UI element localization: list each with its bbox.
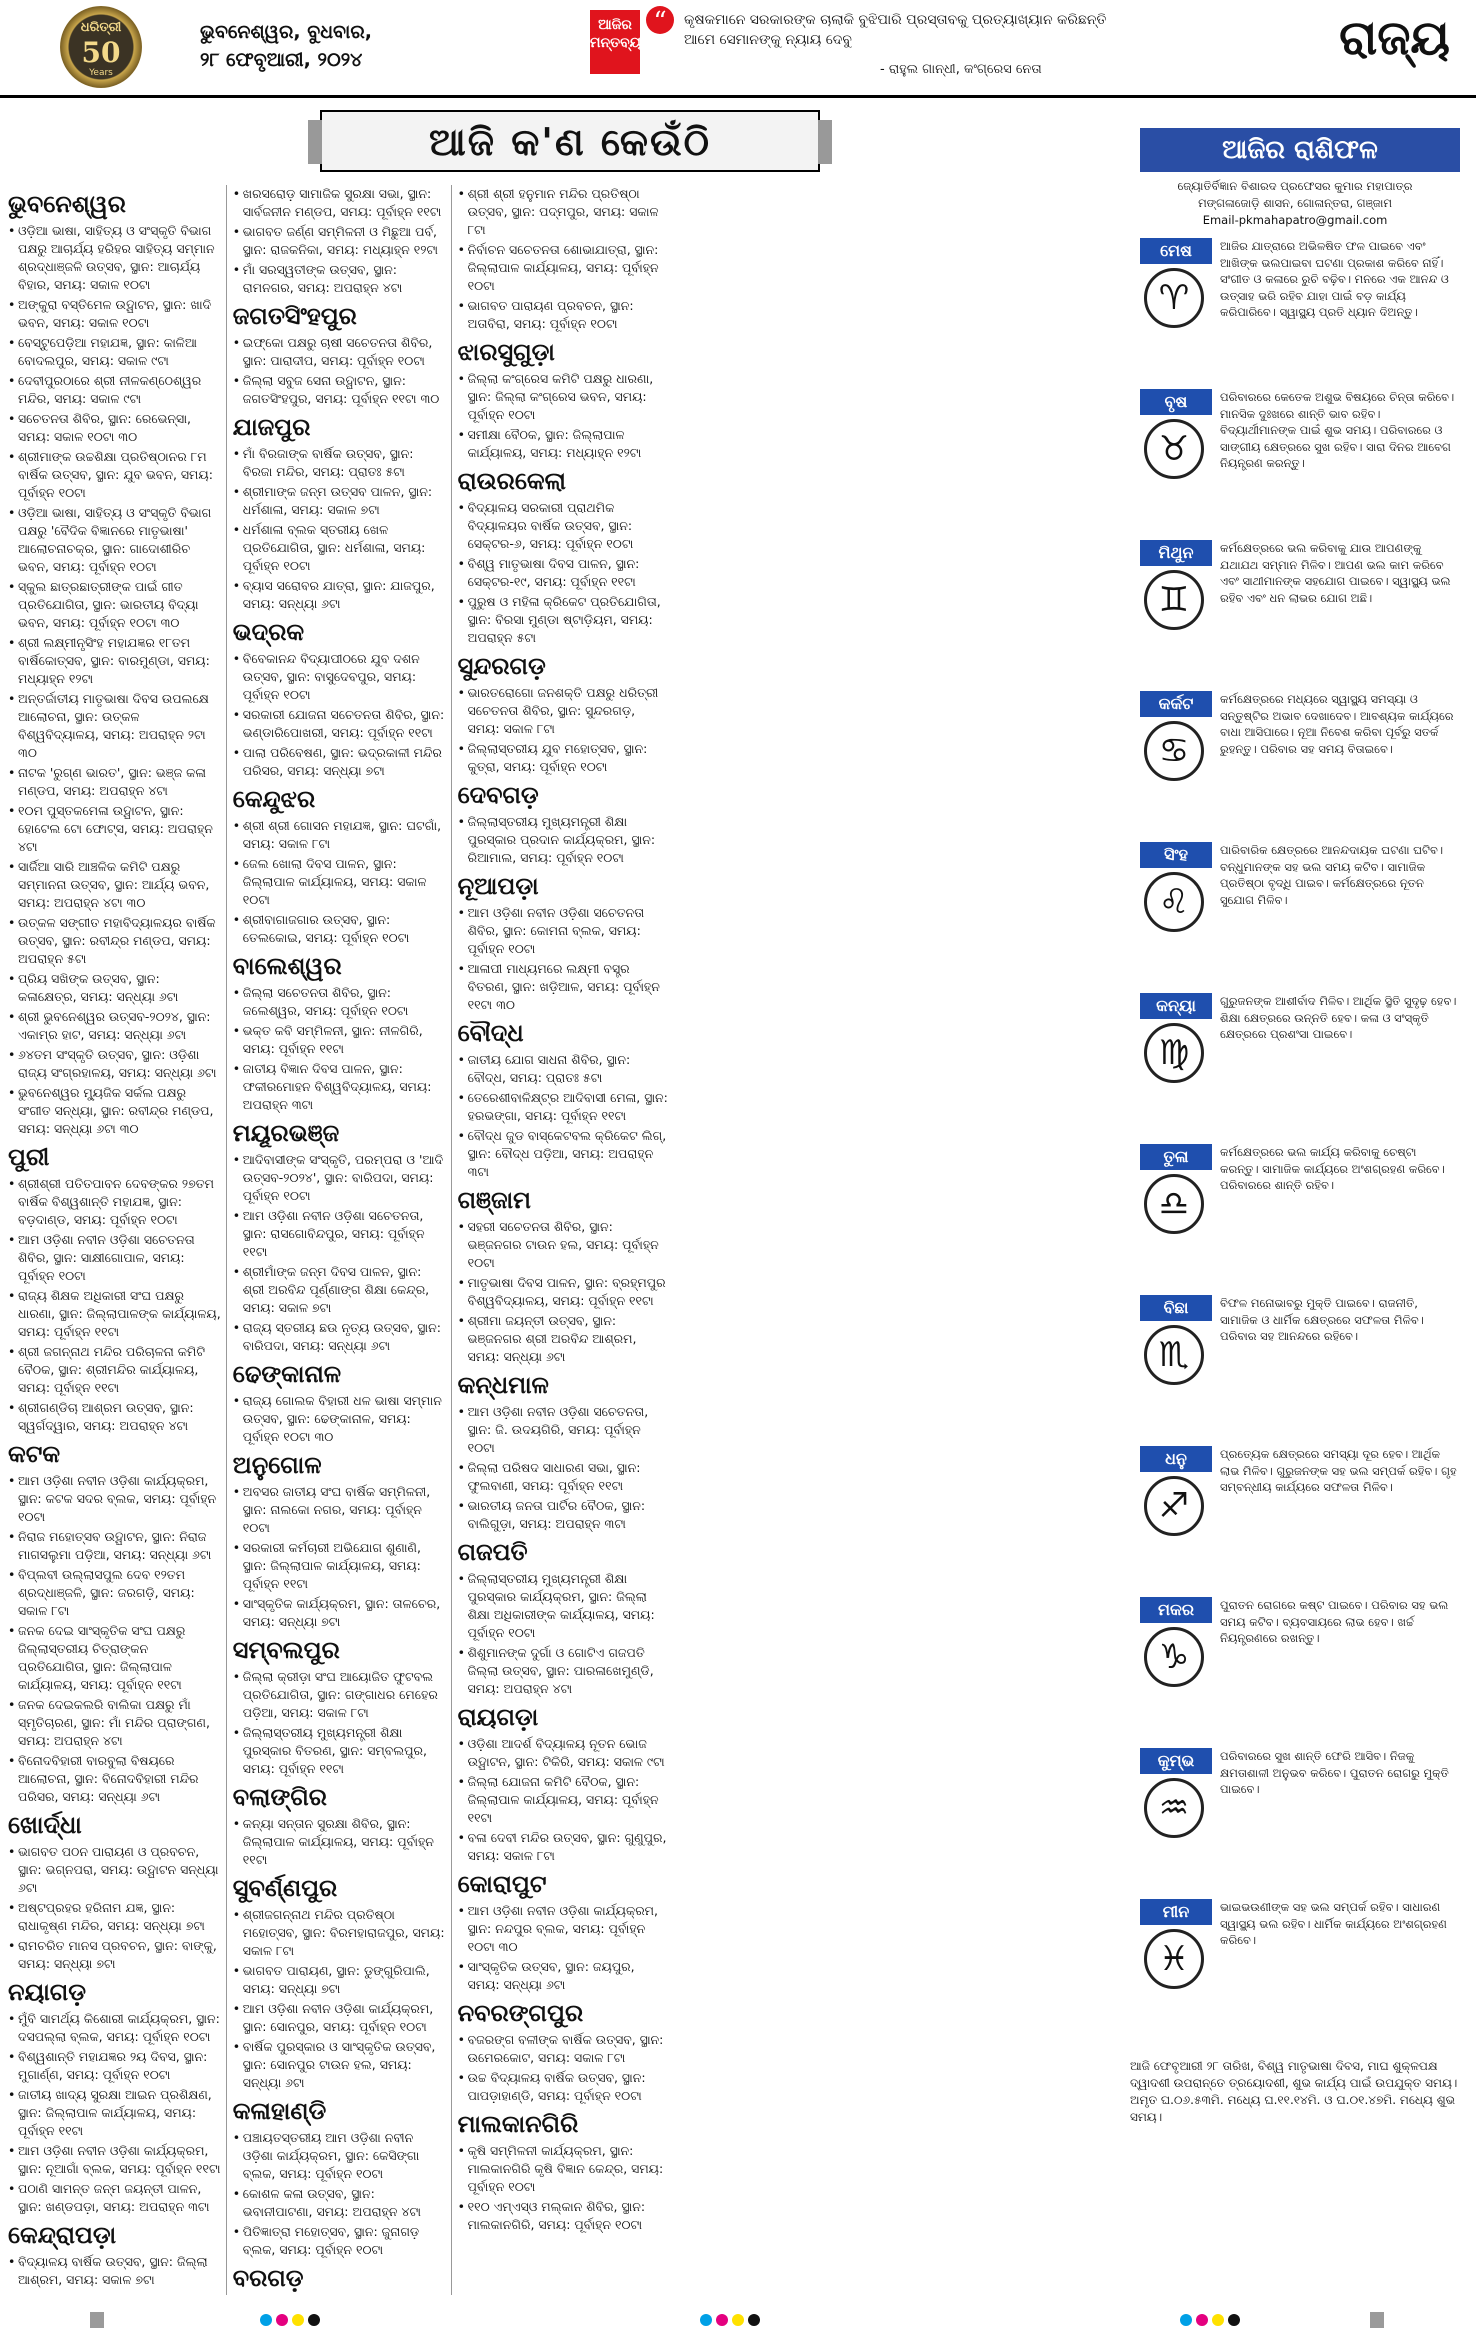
event-item: • ସଚେତନତା ଶିବିର, ସ୍ଥାନ: ରେଭେନ୍ସା, ସମୟ: ସକାଳ ୧୦ଟା ୩୦ bbox=[8, 410, 221, 446]
event-item: • ଆମ ଓଡ଼ିଶା ନବୀନ ଓଡ଼ିଶା ସଚେତନତା, ସ୍ଥାନ: ରାସଗୋବିନ୍ଦପୁର, ସମୟ: ପୂର୍ବାହ୍ନ ୧୧ଟା bbox=[233, 1207, 446, 1261]
district-heading: ରାୟଗଡ଼ା bbox=[457, 1702, 539, 1731]
event-item: • ଆଦିବାସୀଙ୍କ ସଂସ୍କୃତି, ପରମ୍ପରା ଓ 'ଆଦି ଉତ୍ସବ-୨୦୨୪', ସ୍ଥାନ: ବାରିପଦା, ସମୟ: ପୂର୍ବାହ୍ନ ୧୦ଟା bbox=[233, 1151, 446, 1205]
district-heading: ମାଲକାନଗିରି bbox=[457, 2109, 579, 2138]
event-item: • ଶ୍ରୀମାଁଙ୍କ ଜନ୍ମ ଦିବସ ପାଳନ, ସ୍ଥାନ: ଶ୍ରୀ ଅରବିନ୍ଦ ପୂର୍ଣ୍ଣାଙ୍ଗ ଶିକ୍ଷା କେନ୍ଦ୍ର, ସମୟ: ସକାଳ ୭ଟା bbox=[233, 1263, 446, 1317]
event-item: • ଓଡ଼ିଆ ଭାଷା, ସାହିତ୍ୟ ଓ ସଂସ୍କୃତି ବିଭାଗ ପକ୍ଷରୁ 'ବୈଦିକ ବିଜ୍ଞାନରେ ମାତୃଭାଷା' ଆଲୋଚନାଚକ୍ର, ସ୍ଥାନ: ଗାଦୋଶୀରିଚ ଭବନ, ସମୟ: ପୂର୍ବାହ୍ନ ୧୦ଟା bbox=[8, 504, 221, 576]
district-heading: ଭଦ୍ରକ bbox=[232, 617, 305, 646]
registration-dot bbox=[276, 2314, 288, 2326]
district-heading: ଅନୁଗୋଳ bbox=[232, 1450, 322, 1479]
horoscope-footer: ଆଜି ଫେବୃଆରୀ ୨୮ ତାରିଖ, ବିଶ୍ୱ ମାତୃଭାଷା ଦିବସ, ମାଘ ଶୁକ୍ଳପକ୍ଷ ଦ୍ୱାଦଶୀ ଉପରାନ୍ତେ ତ୍ରୟୋଦଶୀ, ଶୁଭ କାର୍ଯ୍ୟ ପାଇଁ ଉପଯୁକ୍ତ ସମୟ। ଅମୃତ ଘ.୦୬.୫୩ମି. ମଧ୍ୟେ ଘ.୧୧.୧୪ମି. ଓ ଘ.୦୧.୪୭ମି. ମଧ୍ୟେ ଶୁଭ ସମୟ। bbox=[1130, 2059, 1458, 2124]
scales-icon: ♎ bbox=[1144, 1174, 1204, 1234]
event-item: • ୬୪ତମ ସଂସ୍କୃତି ଉତ୍ସବ, ସ୍ଥାନ: ଓଡ଼ିଶା ରାଜ୍ୟ ସଂଗ୍ରହାଳୟ, ସମୟ: ସନ୍ଧ୍ୟା ୬ଟା bbox=[8, 1046, 221, 1082]
event-item: • ସରକାରୀ କର୍ମଚାରୀ ଅଭିଯୋଗ ଶୁଣାଣି, ସ୍ଥାନ: ଜିଲ୍ଲାପାଳ କାର୍ଯ୍ୟାଳୟ, ସମୟ: ପୂର୍ବାହ୍ନ ୧୧ଟା bbox=[233, 1539, 446, 1593]
event-item: • ଦେବୀପୁରଠାରେ ଶ୍ରୀ ନୀଳକଣ୍ଠେଶ୍ୱର ମନ୍ଦିର, ସମୟ: ସକାଳ ୯ଟା bbox=[8, 372, 221, 408]
district-heading: ଦେବଗଡ଼ bbox=[457, 780, 539, 809]
event-item: • ଜିଲ୍ଲା କଂଗ୍ରେସ କମିଟି ପକ୍ଷରୁ ଧାରଣା, ସ୍ଥାନ: ଜିଲ୍ଲା କଂଗ୍ରେସ ଭବନ, ସମୟ: ପୂର୍ବାହ୍ନ ୧୦ଟା bbox=[458, 370, 671, 424]
event-item: • ଆମ ଓଡ଼ିଶା ନବୀନ ଓଡ଼ିଶା କାର୍ଯ୍ୟକ୍ରମ, ସ୍ଥାନ: ନୂଆଗାଁ ବ୍ଲକ, ସମୟ: ପୂର୍ବାହ୍ନ ୧୧ଟା bbox=[8, 2142, 221, 2178]
sign-prediction: ପାରିବାରିକ କ୍ଷେତ୍ରରେ ଆନନ୍ଦଦାୟକ ଘଟଣା ଘଟିବ। ବନ୍ଧୁମାନଙ୍କ ସହ ଭଲ ସମୟ କଟିବ। ସାମାଜିକ ପ୍ରତିଷ୍ଠା ବୃଦ୍ଧି ପାଇବ। କର୍ମକ୍ଷେତ୍ରରେ ନୂତନ ସୁଯୋଗ ମିଳିବ। bbox=[1220, 843, 1444, 907]
district-heading: କୋରାପୁଟ bbox=[457, 1869, 547, 1898]
district-section bbox=[233, 1782, 446, 1869]
quote-text: କୃଷକମାନେ ସରକାରଙ୍କ ଚାଲାକି ବୁଝିପାରି ପ୍ରସ୍ତାବକୁ ପ୍ରତ୍ୟାଖ୍ୟାନ କରିଛନ୍ତି ଆମେ ସେମାନଙ୍କୁ ନ୍ୟାୟ ଦେବୁ bbox=[684, 12, 1107, 48]
sign-name: ମିଥୁନ bbox=[1140, 540, 1212, 566]
event-item: • କୋଶଳ କଳା ଉତ୍ସବ, ସ୍ଥାନ: ଭବାନୀପାଟଣା, ସମୟ: ଅପରାହ୍ନ ୪ଟା bbox=[233, 2185, 446, 2221]
event-item: • ଓଡ଼ିଶା ଆଦର୍ଶ ବିଦ୍ୟାଳୟ ନୂତନ ଭୋଜ ଉଦ୍ଘାଟନ, ସ୍ଥାନ: ଟିକିରି, ସମୟ: ସକାଳ ୯ଟା bbox=[458, 1735, 671, 1771]
event-item: • ଭାରତରୋଗୋ ଜନଶକ୍ତି ପକ୍ଷରୁ ଧରିତ୍ରୀ ସଚେତନତା ଶିବିର, ସ୍ଥାନ: ସୁନ୍ଦରଗଡ଼, ସମୟ: ସକାଳ ୮ଟା bbox=[458, 684, 671, 738]
district-heading: ନୂଆପଡ଼ା bbox=[457, 871, 539, 900]
fish-icon: ♓ bbox=[1144, 1929, 1204, 1989]
event-item: • ବିବେକାନନ୍ଦ ବିଦ୍ୟାପୀଠରେ ଯୁବ ଦଶନ ଉତ୍ସବ, ସ୍ଥାନ: ବାସୁଦେବପୁର, ସମୟ: ପୂର୍ବାହ୍ନ ୧୦ଟା bbox=[233, 650, 446, 704]
badge-sub: Years bbox=[89, 68, 113, 78]
event-item: • ଉତ୍କଳ ସଙ୍ଗୀତ ମହାବିଦ୍ୟାଳୟର ବାର୍ଷିକ ଉତ୍ସବ, ସ୍ଥାନ: ରବୀନ୍ଦ୍ର ମଣ୍ଡପ, ସମୟ: ଅପରାହ୍ନ ୫ଟା bbox=[8, 914, 221, 968]
sign-prediction: ବିଫଳ ମନୋଭାବରୁ ମୁକ୍ତି ପାଇବେ। ରାଜନୀତି, ସାମାଜିକ ଓ ଧାର୍ମିକ କ୍ଷେତ୍ରରେ ସଫଳତା ମିଳିବ। ପରିବାର ସହ ଆନନ୍ଦରେ ରହିବେ। bbox=[1220, 1296, 1424, 1343]
sign-name: ମକର bbox=[1140, 1597, 1212, 1623]
district-section bbox=[458, 780, 671, 867]
registration-dot bbox=[1228, 2314, 1240, 2326]
twins-icon: ♊ bbox=[1144, 570, 1204, 630]
event-item: • ଆଳାପୀ ମାଧ୍ୟମରେ ଲକ୍ଷ୍ମୀ ବସ୍ତ୍ର ବିତରଣ, ସ୍ଥାନ: ଖଡ଼ିଆଳ, ସମୟ: ପୂର୍ବାହ୍ନ ୧୧ଟା ୩୦ bbox=[458, 960, 671, 1014]
event-item: • ପିତିଜ୍ଞାତ୍ରା ମହୋତ୍ସବ, ସ୍ଥାନ: ଜୁନାଗଡ଼ ବ୍ଲକ, ସମୟ: ପୂର୍ବାହ୍ନ ୧୦ଟା bbox=[233, 2223, 446, 2259]
district-heading: ଭୁବନେଶ୍ୱର bbox=[8, 189, 126, 218]
event-item: • ନିର୍ବାଚନ ସଚେତନତା ଶୋଭାଯାତ୍ରା, ସ୍ଥାନ: ଜିଲ୍ଲାପାଳ କାର୍ଯ୍ୟାଳୟ, ସମୟ: ପୂର୍ବାହ୍ନ ୧୦ଟା bbox=[458, 241, 671, 295]
sign-prediction: ପୁରାତନ ରୋଗରେ କଷ୍ଟ ପାଇବେ। ପରିବାର ସହ ଭଲ ସମୟ କଟିବ। ବ୍ୟବସାୟରେ ଲାଭ ହେବ। ଖର୍ଚ୍ଚ ନିୟନ୍ତ୍ରଣରେ ରଖନ୍ତୁ। bbox=[1220, 1598, 1449, 1645]
event-item: • ଆମ ଓଡ଼ିଶା ନବୀନ ଓଡ଼ିଶା ସଚେତନତା, ସ୍ଥାନ: ଜି. ଉଦୟଗିରି, ସମୟ: ପୂର୍ବାହ୍ନ ୧୦ଟା bbox=[458, 1403, 671, 1457]
event-item: • ଶ୍ରୀଗଣ୍ଡିଚା ଆଶ୍ରମ ଉତ୍ସବ, ସ୍ଥାନ: ସ୍ୱର୍ଗଦ୍ୱାର, ସମୟ: ଅପରାହ୍ନ ୪ଟା bbox=[8, 1399, 221, 1435]
district-section bbox=[458, 1702, 671, 1865]
sign-name: ଧନୁ bbox=[1140, 1446, 1212, 1472]
dateline bbox=[200, 18, 420, 74]
district-section bbox=[233, 1450, 446, 1631]
archer-icon: ♐ bbox=[1144, 1476, 1204, 1536]
district-heading: ବରଗଡ଼ bbox=[232, 2263, 304, 2292]
sign-name: କୁମ୍ଭ bbox=[1140, 1748, 1212, 1774]
event-item: • ଜିଲ୍ଲାସ୍ତରୀୟ ମୁଖ୍ୟମନ୍ତ୍ରୀ ଶିକ୍ଷା ପୁରସ୍କାର ବିତରଣ, ସ୍ଥାନ: ସମ୍ବଲପୁର, ସମୟ: ପୂର୍ବାହ୍ନ ୧୧ଟା bbox=[233, 1724, 446, 1778]
event-item: • ଜିଲ୍ଲାସ୍ତରୀୟ ମୁଖ୍ୟମନ୍ତ୍ରୀ ଶିକ୍ଷା ପୁରସ୍କାର କାର୍ଯ୍ୟକ୍ରମ, ସ୍ଥାନ: ଜିଲ୍ଲା ଶିକ୍ଷା ଅଧିକାରୀଙ୍କ କାର୍ଯ୍ୟାଳୟ, ସମୟ: ପୂର୍ବାହ୍ନ ୧୦ଟା bbox=[458, 1570, 671, 1642]
district-heading: କଟକ bbox=[8, 1439, 61, 1468]
district-heading: ମୟୂରଭଞ୍ଜ bbox=[232, 1118, 340, 1147]
event-item: • ଅଙ୍କୁରା ବସ୍ତିମେଳ ଉଦ୍ଘାଟନ, ସ୍ଥାନ: ଖାଦି ଭବନ, ସମୟ: ସକାଳ ୧୦ଟା bbox=[8, 296, 221, 332]
district-heading: ଢେଙ୍କାନାଳ bbox=[232, 1359, 342, 1388]
sign-name: କନ୍ୟା bbox=[1140, 993, 1212, 1019]
event-item: • ସ୍କୁଲ ଛାତ୍ରଛାତ୍ରୀଙ୍କ ପାଇଁ ଗୀତ ପ୍ରତିଯୋଗିତା, ସ୍ଥାନ: ଭାରତୀୟ ବିଦ୍ୟା ଭବନ, ସମୟ: ପୂର୍ବାହ୍ନ ୧୦ଟା ୩୦ bbox=[8, 578, 221, 632]
event-listings bbox=[8, 185, 1120, 2295]
district-section bbox=[458, 1018, 671, 1181]
registration-dot bbox=[748, 2314, 760, 2326]
event-item: • କନ୍ୟା ସନ୍ତାନ ସୁରକ୍ଷା ଶିବିର, ସ୍ଥାନ: ଜିଲ୍ଲାପାଳ କାର୍ଯ୍ୟାଳୟ, ସମୟ: ପୂର୍ବାହ୍ନ ୧୧ଟା bbox=[233, 1815, 446, 1869]
registration-dot bbox=[1196, 2314, 1208, 2326]
event-item: • ସାଂସ୍କୃତିକ କାର୍ଯ୍ୟକ୍ରମ, ସ୍ଥାନ: ତାଳଚେର, ସମୟ: ସନ୍ଧ୍ୟା ୭ଟା bbox=[233, 1595, 446, 1631]
event-item: • ଶ୍ରୀଶ୍ରୀ ପତିତପାବନ ଦେବଙ୍କର ୨୭ତମ ବାର୍ଷିକ ବିଶ୍ୱଶାନ୍ତି ମହାଯଜ୍ଞ, ସ୍ଥାନ: ବଡ଼ଦାଣ୍ଡ, ସମୟ: ପୂର୍ବାହ୍ନ ୧୦ଟା bbox=[8, 1175, 221, 1229]
district-section bbox=[458, 1537, 671, 1698]
author-email: Email-pkmahapatro@gmail.com bbox=[1202, 213, 1388, 227]
event-item: • ଶ୍ରୀମା ଜୟନ୍ତୀ ଉତ୍ସବ, ସ୍ଥାନ: ଭଞ୍ଜନଗର ଶ୍ରୀ ଅରବିନ୍ଦ ଆଶ୍ରମ, ସମୟ: ସନ୍ଧ୍ୟା ୬ଟା bbox=[458, 1312, 671, 1366]
event-item: • ପ୍ରିୟ ସଖିଙ୍କ ଉତ୍ସବ, ସ୍ଥାନ: କଳାକ୍ଷେତ୍ର, ସମୟ: ସନ୍ଧ୍ୟା ୬ଟା bbox=[8, 970, 221, 1006]
event-item: • ଆମ ଓଡ଼ିଶା ନବୀନ ଓଡ଼ିଶା ସଚେତନତା ଶିବିର, ସ୍ଥାନ: ସାକ୍ଷୀଗୋପାଳ, ସମୟ: ପୂର୍ବାହ୍ନ ୧୦ଟା bbox=[8, 1231, 221, 1285]
sign-prediction: ଗୁରୁଜନଙ୍କ ଆଶୀର୍ବାଦ ମିଳିବ। ଆର୍ଥିକ ସ୍ଥିତି ସୁଦୃଢ଼ ହେବ। ଶିକ୍ଷା କ୍ଷେତ୍ରରେ ଉନ୍ନତି ହେବ। କଳା ଓ ସଂସ୍କୃତି କ୍ଷେତ୍ରରେ ପ୍ରଶଂସା ପାଇବେ। bbox=[1220, 994, 1457, 1041]
event-item: • ୧୧୦ ଏମ୍‌ଏସ୍‌ଓ ମଲ୍କାନ ଶିବିର, ସ୍ଥାନ: ମାଲକାନଗିରି, ସମୟ: ପୂର୍ବାହ୍ନ ୧୦ଟା bbox=[458, 2198, 671, 2234]
registration-dot bbox=[1212, 2314, 1224, 2326]
quote-label: ଆଜିର ମନ୍ତବ୍ୟ bbox=[590, 10, 640, 74]
sign-name: ମୀନ bbox=[1140, 1899, 1212, 1925]
author-name: ଜ୍ୟୋତିର୍ବିଜ୍ଞାନ ବିଶାରଦ ପ୍ରଫେସର କୁମାର ମହାପାତ୍ର bbox=[1177, 179, 1413, 193]
sign-name: ବିଛା bbox=[1140, 1295, 1212, 1321]
district-section bbox=[458, 2109, 671, 2234]
registration-dot bbox=[1180, 2314, 1192, 2326]
district-heading: କଳାହାଣ୍ଡି bbox=[232, 2096, 327, 2125]
event-item: • ସାର୍ଜିଆ ସାରି ଆଞ୍ଚଳିକ କମିଟି ପକ୍ଷରୁ ସମ୍ମାନନା ଉତ୍ସବ, ସ୍ଥାନ: ଆର୍ଯ୍ୟ ଭବନ, ସମୟ: ଅପରାହ୍ନ ୪ଟା ୩୦ bbox=[8, 858, 221, 912]
event-item: • ଜିଲ୍ଲା ସଚେତନତା ଶିବିର, ସ୍ଥାନ: ଜଲେଶ୍ୱର, ସମୟ: ପୂର୍ବାହ୍ନ ୧୦ଟା bbox=[233, 984, 446, 1020]
event-item: • ଜନକ ଦେଇ ସାଂସ୍କୃତିକ ସଂଘ ପକ୍ଷରୁ ଜିଲ୍ଲାସ୍ତରୀୟ ଚିତ୍ରାଙ୍କନ ପ୍ରତିଯୋଗିତା, ସ୍ଥାନ: ଜିଲ୍ଲାପାଳ କାର୍ଯ୍ୟାଳୟ, ସମୟ: ପୂର୍ବାହ୍ନ ୧୧ଟା bbox=[8, 1622, 221, 1694]
event-item: • ଶ୍ରୀ ଶ୍ରୀ ହନୁମାନ ମନ୍ଦିର ପ୍ରତିଷ୍ଠା ଉତ୍ସବ, ସ୍ଥାନ: ପଦ୍ମପୁର, ସମୟ: ସକାଳ ୮ଟା bbox=[458, 185, 671, 239]
event-item: • ଆମ ଓଡ଼ିଶା ନବୀନ ଓଡ଼ିଶା କାର୍ଯ୍ୟକ୍ରମ, ସ୍ଥାନ: କଟକ ସଦର ବ୍ଲକ, ସମୟ: ପୂର୍ବାହ୍ନ ୧୦ଟା bbox=[8, 1472, 221, 1526]
sign-prediction: ପରିବାରରେ ସୁଖ ଶାନ୍ତି ଫେରି ଆସିବ। ନିଜକୁ କ୍ଷମତାଶାଳୀ ଅନୁଭବ କରିବେ। ପୁରାତନ ରୋଗରୁ ମୁକ୍ତି ପାଇବେ। bbox=[1220, 1749, 1449, 1796]
event-item: • ବିଶ୍ୱଶାନ୍ତି ମହାଯଜ୍ଞର ୨ୟ ଦିବସ, ସ୍ଥାନ: ମୁଗାର୍ଣ୍ଣ, ସମୟ: ପୂର୍ବାହ୍ନ ୧୦ଟା bbox=[8, 2048, 221, 2084]
district-section bbox=[458, 651, 671, 776]
event-item: • ବିନୋଦବିହାରୀ ବାରବୁଲା ବିଷୟରେ ଆଲୋଚନା, ସ୍ଥାନ: ବିନୋଦବିହାରୀ ମନ୍ଦିର ପରିସର, ସମୟ: ସନ୍ଧ୍ୟା ୬ଟା bbox=[8, 1752, 221, 1806]
event-item: • ଭୁବନେଶ୍ୱର ମ୍ୟୁଜିକ ସର୍କଲ ପକ୍ଷରୁ ସଂଗୀତ ସନ୍ଧ୍ୟା, ସ୍ଥାନ: ରବୀନ୍ଦ୍ର ମଣ୍ଡପ, ସମୟ: ସନ୍ଧ୍ୟା ୬ଟା ୩୦ bbox=[8, 1084, 221, 1138]
event-item: • ଜେଲ ଖୋଲା ଦିବସ ପାଳନ, ସ୍ଥାନ: ଜିଲ୍ଲାପାଳ କାର୍ଯ୍ୟାଳୟ, ସମୟ: ସକାଳ ୧୦ଟା bbox=[233, 855, 446, 909]
event-item: • ଜିଲ୍ଲା ସବୁଜ ସେନା ଉଦ୍ଘାଟନ, ସ୍ଥାନ: ଜଗତସିଂହପୁର, ସମୟ: ପୂର୍ବାହ୍ନ ୧୧ଟା ୩୦ bbox=[233, 372, 446, 408]
sign-prediction: ଭାଇଭଉଣୀଙ୍କ ସହ ଭଲ ସମ୍ପର୍କ ରହିବ। ସାଧାରଣ ସ୍ୱାସ୍ଥ୍ୟ ଭଲ ରହିବ। ଧାର୍ମିକ କାର୍ଯ୍ୟରେ ଅଂଶଗ୍ରହଣ କରିବେ। bbox=[1220, 1900, 1447, 1947]
event-item: • ନିରାଜ ମହୋତ୍ସବ ଉଦ୍ଘାଟନ, ସ୍ଥାନ: ନିରାଜ ମାଗସଲୁମା ପଡ଼ିଆ, ସମୟ: ସନ୍ଧ୍ୟା ୬ଟା bbox=[8, 1528, 221, 1564]
sign-prediction: ପରିବାରରେ କେତେକ ଅଶୁଭ ବିଷୟରେ ଚିନ୍ତା କରିବେ। ମାନସିକ ଦୁଃଖରେ ଶାନ୍ତି ଭାବ ରହିବ। ବିଦ୍ୟାର୍ଥୀମାନଙ୍କ ପାଇଁ ଶୁଭ ସମୟ। ପରିବାରରେ ଓ ସାଙ୍ଗୀୟ କ୍ଷେତ୍ରରେ ସୁଖ ରହିବ। ସାରା ଦିନର ଆବେଗ ନିୟନ୍ତ୍ରଣ କରନ୍ତୁ। bbox=[1220, 390, 1455, 470]
event-item: • ରାଜ୍ୟ ଗୋଲକ ବିହାରୀ ଧଳ ଭାଷା ସମ୍ମାନ ଉତ୍ସବ, ସ୍ଥାନ: ଢେଙ୍କାନାଳ, ସମୟ: ପୂର୍ବାହ୍ନ ୧୦ଟା ୩୦ bbox=[233, 1392, 446, 1446]
badge-brand: ଧରିତ୍ରୀ bbox=[80, 20, 122, 35]
district-heading: ନବରଙ୍ଗପୁର bbox=[457, 1998, 584, 2027]
sign-name: ବୃଷ bbox=[1140, 389, 1212, 415]
sign-prediction: ପ୍ରତ୍ୟେକ କ୍ଷେତ୍ରରେ ସମସ୍ୟା ଦୂର ହେବ। ଆର୍ଥିକ ଲାଭ ମିଳିବ। ଗୁରୁଜନଙ୍କ ସହ ଭଲ ସମ୍ପର୍କ ରହିବ। ଗୃହ ସମ୍ବନ୍ଧୀୟ କାର୍ଯ୍ୟରେ ସଫଳତା ମିଳିବ। bbox=[1220, 1447, 1457, 1494]
district-heading: ସୁବର୍ଣ୍ଣପୁର bbox=[232, 1873, 338, 1902]
district-section bbox=[233, 784, 446, 947]
banner-fold-left bbox=[308, 120, 322, 164]
event-item: • ଭାଗବତ ପଠନ ପାରାୟଣ ଓ ପ୍ରବଚନ, ସ୍ଥାନ: ଭଗ୍ନପରା, ସମୟ: ଉଦ୍ଘାଟନ ସନ୍ଧ୍ୟା ୬ଟା bbox=[8, 1843, 221, 1897]
section-title: ରାଜ୍ୟ bbox=[1339, 10, 1450, 66]
registration-dot bbox=[700, 2314, 712, 2326]
district-section bbox=[233, 617, 446, 780]
district-section bbox=[458, 466, 671, 647]
event-item: • ନାଟକ 'ରୁଗ୍ଣ ଭାରତ', ସ୍ଥାନ: ଭଞ୍ଜ କଳା ମଣ୍ଡପ, ସମୟ: ଅପରାହ୍ନ ୪ଟା bbox=[8, 764, 221, 800]
event-item: • ପାଲା ପରିବେଷଣ, ସ୍ଥାନ: ଭଦ୍ରକାଳୀ ମନ୍ଦିର ପରିସର, ସମୟ: ସନ୍ଧ୍ୟା ୭ଟା bbox=[233, 744, 446, 780]
event-item: • ଆମ ଓଡ଼ିଶା ନବୀନ ଓଡ଼ିଶା ସଚେତନତା ଶିବିର, ସ୍ଥାନ: କୋମନା ବ୍ଲକ, ସମୟ: ପୂର୍ବାହ୍ନ ୧୦ଟା bbox=[458, 904, 671, 958]
district-section bbox=[233, 1873, 446, 2092]
event-item: • ଅଷ୍ଟପ୍ରହର ହରିନାମ ଯଜ୍ଞ, ସ୍ଥାନ: ରାଧାକୃଷ୍ଣ ମନ୍ଦିର, ସମୟ: ସନ୍ଧ୍ୟା ୭ଟା bbox=[8, 1899, 221, 1935]
event-item: • ଆମ ଓଡ଼ିଶା ନବୀନ ଓଡ଼ିଶା କାର୍ଯ୍ୟକ୍ରମ, ସ୍ଥାନ: ନନ୍ଦପୁର ବ୍ଲକ, ସମୟ: ପୂର୍ବାହ୍ନ ୧୦ଟା ୩୦ bbox=[458, 1902, 671, 1956]
district-section bbox=[233, 301, 446, 408]
district-section bbox=[8, 1439, 221, 1806]
event-item: • ବିଦ୍ୟାଳୟ ସରକାରୀ ପ୍ରାଥମିକ ବିଦ୍ୟାଳୟର ବାର୍ଷିକ ଉତ୍ସବ, ସ୍ଥାନ: ସେକ୍ଟର-୬, ସମୟ: ପୂର୍ବାହ୍ନ ୧୦ଟା bbox=[458, 499, 671, 553]
event-item: • ପଠାଣି ସାମନ୍ତ ଜନ୍ମ ଜୟନ୍ତୀ ପାଳନ, ସ୍ଥାନ: ଖଣ୍ଡପଡ଼ା, ସମୟ: ଅପରାହ୍ନ ୩ଟା bbox=[8, 2180, 221, 2216]
event-item: • ଜାତୀୟ ଖାଦ୍ୟ ସୁରକ୍ଷା ଆଇନ ପ୍ରଶିକ୍ଷଣ, ସ୍ଥାନ: ଜିଲ୍ଲାପାଳ କାର୍ଯ୍ୟାଳୟ, ସମୟ: ପୂର୍ବାହ୍ନ ୧୧ଟା bbox=[8, 2086, 221, 2140]
event-item: • ଶ୍ରୀଜଗନ୍ନାଥ ମନ୍ଦିର ପ୍ରତିଷ୍ଠା ମହୋତ୍ସବ, ସ୍ଥାନ: ବିରମହାରାଜପୁର, ସମୟ: ସକାଳ ୮ଟା bbox=[233, 1906, 446, 1960]
author-address: ମଙ୍ଗଳାଜୋଡ଼ି ଶାସନ, ଗୋଳାନ୍ତରା, ଗଞ୍ଜାମ bbox=[1198, 196, 1392, 210]
event-item: • ଆମ ଓଡ଼ିଶା ନବୀନ ଓଡ଼ିଶା କାର୍ଯ୍ୟକ୍ରମ, ସ୍ଥାନ: ସୋନପୁର, ସମୟ: ପୂର୍ବାହ୍ନ ୧୦ଟା bbox=[233, 2000, 446, 2036]
page-banner bbox=[320, 110, 820, 172]
event-item: • ସମୀକ୍ଷା ବୈଠକ, ସ୍ଥାନ: ଜିଲ୍ଲାପାଳ କାର୍ଯ୍ୟାଳୟ, ସମୟ: ମଧ୍ୟାହ୍ନ ୧୨ଟା bbox=[458, 426, 671, 462]
event-item: • ଖରସରୋଡ଼ ସାମାଜିକ ସୁରକ୍ଷା ସଭା, ସ୍ଥାନ: ସାର୍ବଜନୀନ ମଣ୍ଡପ, ସମୟ: ପୂର୍ବାହ୍ନ ୧୧ଟା bbox=[233, 185, 446, 221]
crab-icon: ♋ bbox=[1144, 721, 1204, 781]
event-item: • ରାଜ୍ୟ ସ୍ତରୀୟ ଛଉ ନୃତ୍ୟ ଉତ୍ସବ, ସ୍ଥାନ: ବାରିପଦା, ସମୟ: ସନ୍ଧ୍ୟା ୬ଟା bbox=[233, 1319, 446, 1355]
sign-name: ସିଂହ bbox=[1140, 842, 1212, 868]
district-section bbox=[458, 337, 671, 462]
event-item: • ଭାରତୀୟ ଜନତା ପାର୍ଟିର ବୈଠକ, ସ୍ଥାନ: ବାଲିଗୁଡ଼ା, ସମୟ: ଅପରାହ୍ନ ୩ଟା bbox=[458, 1497, 671, 1533]
event-item: • ସରକାରୀ ଯୋଜନା ସଚେତନତା ଶିବିର, ସ୍ଥାନ: ଭଣ୍ଡାରିପୋଖରୀ, ସମୟ: ପୂର୍ବାହ୍ନ ୧୧ଟା bbox=[233, 706, 446, 742]
district-heading: କେନ୍ଦୁଝର bbox=[232, 784, 316, 813]
banner-title: ଆଜି କ'ଣ କେଉଁଠି bbox=[428, 120, 712, 164]
event-item: • ଶ୍ରୀ ଭୁବନେଶ୍ୱର ଉତ୍ସବ-୨୦୨୪, ସ୍ଥାନ: ଏକାମ୍ର ହାଟ, ସମୟ: ସନ୍ଧ୍ୟା ୬ଟା bbox=[8, 1008, 221, 1044]
district-section bbox=[8, 1810, 221, 1973]
district-heading: ବାଲେଶ୍ୱର bbox=[232, 951, 342, 980]
district-heading: ଗଜପତି bbox=[457, 1537, 528, 1566]
district-section bbox=[233, 2096, 446, 2259]
event-item: • ଶିଶୁମାନଙ୍କ ଦୁର୍ଗା ଓ ଗୋଟିଏ ଗଜପତି ଜିଲ୍ଲା ଉତ୍ସବ, ସ୍ଥାନ: ପାରଳାଖେମୁଣ୍ଡି, ସମୟ: ଅପରାହ୍ନ ୪ଟା bbox=[458, 1644, 671, 1698]
horoscope-panel bbox=[1130, 128, 1460, 2298]
event-item: • ରାଜ୍ୟ ଶିକ୍ଷକ ଅଧିକାରୀ ସଂଘ ପକ୍ଷରୁ ଧାରଣା, ସ୍ଥାନ: ଜିଲ୍ଲାପାଳଙ୍କ କାର୍ଯ୍ୟାଳୟ, ସମୟ: ପୂର୍ବାହ୍ନ ୧୧ଟା bbox=[8, 1287, 221, 1341]
event-item: • ଶ୍ରୀବାଗାଜଗାର ଉତ୍ସବ, ସ୍ଥାନ: ତେଲକୋଇ, ସମୟ: ପୂର୍ବାହ୍ନ ୧୦ଟା bbox=[233, 911, 446, 947]
event-item: • ଶ୍ରୀ ଲକ୍ଷ୍ମୀନୃସିଂହ ମହାଯଜ୍ଞର ୧୮ତମ ବାର୍ଷିକୋତ୍ସବ, ସ୍ଥାନ: ବାରମୁଣ୍ଡା, ସମୟ: ମଧ୍ୟାହ୍ନ ୧୨ଟା bbox=[8, 634, 221, 688]
district-section bbox=[233, 1359, 446, 1446]
grey-swatch bbox=[90, 2312, 104, 2328]
dateline-date: ୨୮ ଫେବୃଆରୀ, ୨୦୨୪ bbox=[200, 49, 363, 71]
event-item: • ମାତୃଭାଷା ଦିବସ ପାଳନ, ସ୍ଥାନ: ବ୍ରହ୍ମପୁର ବିଶ୍ୱବିଦ୍ୟାଳୟ, ସମୟ: ପୂର୍ବାହ୍ନ ୧୧ଟା bbox=[458, 1274, 671, 1310]
horoscope-author bbox=[1130, 178, 1460, 229]
event-item: • ରାମଚରିତ ମାନସ ପ୍ରବଚନ, ସ୍ଥାନ: ବାଙ୍କୁ, ସମୟ: ସନ୍ଧ୍ୟା ୭ଟା bbox=[8, 1937, 221, 1973]
district-heading: କେନ୍ଦ୍ରାପଡ଼ା bbox=[8, 2220, 117, 2249]
registration-dot bbox=[308, 2314, 320, 2326]
event-item: • ଶ୍ରୀ ଜଗନ୍ନାଥ ମନ୍ଦିର ପରିଚାଳନା କମିଟି ବୈଠକ, ସ୍ଥାନ: ଶ୍ରୀମନ୍ଦିର କାର୍ଯ୍ୟାଳୟ, ସମୟ: ପୂର୍ବାହ୍ନ ୧୧ଟା bbox=[8, 1343, 221, 1397]
district-section bbox=[8, 189, 221, 1138]
district-heading: ଝାରସୁଗୁଡ଼ା bbox=[457, 337, 555, 366]
maiden-icon: ♍ bbox=[1144, 1023, 1204, 1083]
district-heading: ପୁରୀ bbox=[8, 1142, 50, 1171]
district-section bbox=[8, 1142, 221, 1435]
event-item: • ମାଁ ବିରଜାଙ୍କ ବାର୍ଷିକ ଉତ୍ସବ, ସ୍ଥାନ: ବିରଜା ମନ୍ଦିର, ସମୟ: ପ୍ରାତଃ ୫ଟା bbox=[233, 445, 446, 481]
scorpion-icon: ♏ bbox=[1144, 1325, 1204, 1385]
district-section bbox=[458, 1370, 671, 1533]
event-item: • ଜାତୀୟ ବିଜ୍ଞାନ ଦିବସ ପାଳନ, ସ୍ଥାନ: ଫକୀରମୋହନ ବିଶ୍ୱବିଦ୍ୟାଳୟ, ସମୟ: ଅପରାହ୍ନ ୩ଟା bbox=[233, 1060, 446, 1114]
event-item: • ବୌଦ୍ଧ ଜୁଡ ବାସ୍କେଟବଲ କ୍ରିକେଟ ଲିଗ୍, ସ୍ଥାନ: ବୌଦ୍ଧ ପଡ଼ିଆ, ସମୟ: ଅପରାହ୍ନ ୩ଟା bbox=[458, 1127, 671, 1181]
district-heading: ବଲାଙ୍ଗିର bbox=[232, 1782, 327, 1811]
sign-prediction: କର୍ମକ୍ଷେତ୍ରରେ ଭଲ କରିବାକୁ ଯାଉ ଆପଣଙ୍କୁ ଯଥାଯଥ ସମ୍ମାନ ମିଳିବ। ଆପଣ ଭଲ କାମ କରିବେ ଏବଂ ସାଥୀମାନଙ୍କ ସହଯୋଗ ପାଇବେ। ସ୍ୱାସ୍ଥ୍ୟ ଭଲ ରହିବ ଏବଂ ଧନ ଲାଭର ଯୋଗ ଅଛି। bbox=[1220, 541, 1451, 605]
event-item: • କୃଷି ସମ୍ମିଳନୀ କାର୍ଯ୍ୟକ୍ରମ, ସ୍ଥାନ: ମାଲକାନଗିରି କୃଷି ବିଜ୍ଞାନ କେନ୍ଦ୍ର, ସମୟ: ପୂର୍ବାହ୍ନ ୧୦ଟା bbox=[458, 2142, 671, 2196]
event-item: • ଭାଗବତ ଜର୍ଣ୍ଣ ସମ୍ମିଳନୀ ଓ ମିଛୁଆ ପର୍ବ, ସ୍ଥାନ: ରାଜକନିକା, ସମୟ: ମଧ୍ୟାହ୍ନ ୧୨ଟା bbox=[233, 223, 446, 259]
masthead bbox=[0, 0, 1476, 98]
district-section bbox=[458, 1869, 671, 1994]
event-item: • ବ୍ୟାସ ସରୋବର ଯାତ୍ରା, ସ୍ଥାନ: ଯାଜପୁର, ସମୟ: ସନ୍ଧ୍ୟା ୬ଟା bbox=[233, 577, 446, 613]
event-item: • ଓଡ଼ିଆ ଭାଷା, ସାହିତ୍ୟ ଓ ସଂସ୍କୃତି ବିଭାଗ ପକ୍ଷରୁ ଆଚାର୍ଯ୍ୟ ହରିହର ସାହିତ୍ୟ ସମ୍ମାନ ଶ୍ରଦ୍ଧାଞ୍ଜଳି ଉତ୍ସବ, ସ୍ଥାନ: ଆଚାର୍ଯ୍ୟ ବିହାର, ସମୟ: ସକାଳ ୧୦ଟା bbox=[8, 222, 221, 294]
district-heading: ସୁନ୍ଦରଗଡ଼ bbox=[457, 651, 546, 680]
event-item: • ସାଂସ୍କୃତିକ ଉତ୍ସବ, ସ୍ଥାନ: ଜୟପୁର, ସମୟ: ସନ୍ଧ୍ୟା ୬ଟା bbox=[458, 1958, 671, 1994]
print-marks bbox=[0, 2300, 1476, 2339]
district-heading: ବୌଦ୍ଧ bbox=[457, 1018, 524, 1047]
event-item: • ବଳା ଦେବୀ ମନ୍ଦିର ଉତ୍ସବ, ସ୍ଥାନ: ଗୁଣୁପୁର, ସମୟ: ସକାଳ ୮ଟା bbox=[458, 1829, 671, 1865]
registration-dot bbox=[292, 2314, 304, 2326]
water-bearer-icon: ♒ bbox=[1144, 1778, 1204, 1838]
event-item: • ବଜରଙ୍ଗ ବଳୀଙ୍କ ବାର୍ଷିକ ଉତ୍ସବ, ସ୍ଥାନ: ଉମେରକୋଟ, ସମୟ: ସକାଳ ୮ଟା bbox=[458, 2031, 671, 2067]
event-item: • ବିଦ୍ୟାଳୟ ବାର୍ଷିକ ଉତ୍ସବ, ସ୍ଥାନ: ଜିଲ୍ଲା ଆଶ୍ରମ, ସମୟ: ସକାଳ ୭ଟା bbox=[8, 2253, 221, 2289]
district-section bbox=[458, 1185, 671, 1366]
sign-name: ତୁଳା bbox=[1140, 1144, 1212, 1170]
quote-mark-icon: “ bbox=[646, 6, 674, 34]
district-heading: ନୟାଗଡ଼ bbox=[8, 1977, 87, 2006]
lion-icon: ♌ bbox=[1144, 872, 1204, 932]
event-item: • ଜନକ ଦେଇକଲରି ବାଲିକା ପକ୍ଷରୁ ମାଁ ସ୍ମୃତିଚାରଣ, ସ୍ଥାନ: ମାଁ ମନ୍ଦିର ପ୍ରାଙ୍ଗଣ, ସମୟ: ଅପରାହ୍ନ ୪ଟା bbox=[8, 1696, 221, 1750]
event-item: • ୧୦ମ ପୁସ୍ତକମେଳା ଉଦ୍ଘାଟନ, ସ୍ଥାନ: ହୋଟେଲ ଟୋ ଫୋଟ୍ସ, ସମୟ: ଅପରାହ୍ନ ୪ଟା bbox=[8, 802, 221, 856]
district-section bbox=[233, 1118, 446, 1355]
event-item: • ଭାଗବତ ପାରାୟଣ, ସ୍ଥାନ: ଡୁଙ୍ଗୁରିପାଲି, ସମୟ: ସନ୍ଧ୍ୟା ୭ଟା bbox=[233, 1962, 446, 1998]
district-section bbox=[8, 1977, 221, 2216]
event-item: • ଜିଲ୍ଲା ଯୋଜନା କମିଟି ବୈଠକ, ସ୍ଥାନ: ଜିଲ୍ଲାପାଳ କାର୍ଯ୍ୟାଳୟ, ସମୟ: ପୂର୍ବାହ୍ନ ୧୧ଟା bbox=[458, 1773, 671, 1827]
event-item: • ଭକ୍ତ କବି ସମ୍ମିଳନୀ, ସ୍ଥାନ: ନୀଳଗିରି, ସମୟ: ପୂର୍ବାହ୍ନ ୧୧ଟା bbox=[233, 1022, 446, 1058]
grey-swatch bbox=[1370, 2312, 1384, 2328]
district-section bbox=[233, 412, 446, 613]
event-item: • ପୁରୁଷ ଓ ମହିଳା କ୍ରିକେଟ ପ୍ରତିଯୋଗିତା, ସ୍ଥାନ: ବିରସା ମୁଣ୍ଡା ଷ୍ଟାଡ଼ିୟମ, ସମୟ: ଅପରାହ୍ନ ୫ଟା bbox=[458, 593, 671, 647]
event-item: • ଅନ୍ତର୍ଜାତୀୟ ମାତୃଭାଷା ଦିବସ ଉପଲକ୍ଷେ ଆଲୋଚନା, ସ୍ଥାନ: ଉତ୍କଳ ବିଶ୍ୱବିଦ୍ୟାଳୟ, ସମୟ: ଅପରାହ୍ନ ୨ଟା ୩୦ bbox=[8, 690, 221, 762]
event-item: • ଧର୍ମଶାଳା ବ୍ଲକ ସ୍ତରୀୟ ଖେଳ ପ୍ରତିଯୋଗିତା, ସ୍ଥାନ: ଧର୍ମଶାଳା, ସମୟ: ପୂର୍ବାହ୍ନ ୧୦ଟା bbox=[233, 521, 446, 575]
district-section bbox=[458, 871, 671, 1014]
quote-attribution: - ରାହୁଲ ଗାନ୍ଧୀ, କଂଗ୍ରେସ ନେତା bbox=[880, 62, 1042, 77]
event-item: • ଜିଲ୍ଲା ପରିଷଦ ସାଧାରଣ ସଭା, ସ୍ଥାନ: ଫୁଲବାଣୀ, ସମୟ: ପୂର୍ବାହ୍ନ ୧୧ଟା bbox=[458, 1459, 671, 1495]
event-item: • ଜିଲ୍ଲା କ୍ରୀଡ଼ା ସଂଘ ଆୟୋଜିତ ଫୁଟବଲ ପ୍ରତିଯୋଗିତା, ସ୍ଥାନ: ଗଙ୍ଗାଧର ମେହେର ପଡ଼ିଆ, ସମୟ: ସକାଳ ୮ଟା bbox=[233, 1668, 446, 1722]
event-item: • ସହରୀ ସଚେତନତା ଶିବିର, ସ୍ଥାନ: ଭଞ୍ଜନଗର ଟାଉନ ହଲ, ସମୟ: ପୂର୍ବାହ୍ନ ୧୦ଟା bbox=[458, 1218, 671, 1272]
event-item: • ମୁଁବି ସାମର୍ଥ୍ୟ କିଶୋରୀ କାର୍ଯ୍ୟକ୍ରମ, ସ୍ଥାନ: ଦସପଲ୍ଲା ବ୍ଲକ, ସମୟ: ପୂର୍ବାହ୍ନ ୧୦ଟା bbox=[8, 2010, 221, 2046]
sign-prediction: ଆଜିର ଯାତ୍ରାରେ ଅଭିଳଷିତ ଫଳ ପାଇବେ ଏବଂ ଆଖିଙ୍କ ଭଲପାଇବା ଘଟଣା ପ୍ରକାଶ କରିବେ ନାହିଁ। ସଂଗୀତ ଓ କଳାରେ ରୁଚି ବଢ଼ିବ। ମନରେ ଏକ ଆନନ୍ଦ ଓ ଉତ୍ସାହ ଭରି ରହିବ ଯାହା ପାଇଁ ବଡ଼ କାର୍ଯ୍ୟ କରିପାରିବେ। ସ୍ୱାସ୍ଥ୍ୟ ପ୍ରତି ଧ୍ୟାନ ଦିଅନ୍ତୁ। bbox=[1220, 239, 1449, 319]
district-heading: ଯାଜପୁର bbox=[232, 412, 311, 441]
goat-icon: ♑ bbox=[1144, 1627, 1204, 1687]
event-item: • ତେରେଶୀବାଳିକ୍ଷ୍ଟ୍ର ଆଦିବାସୀ ମେଳା, ସ୍ଥାନ: ହରଭଙ୍ଗା, ସମୟ: ପୂର୍ବାହ୍ନ ୧୧ଟା bbox=[458, 1089, 671, 1125]
registration-dot bbox=[716, 2314, 728, 2326]
badge-number: 50 bbox=[81, 36, 121, 69]
district-heading: ଖୋର୍ଦ୍ଧା bbox=[8, 1810, 82, 1839]
event-item: • ବିଶ୍ୱ ମାତୃଭାଷା ଦିବସ ପାଳନ, ସ୍ଥାନ: ସେକ୍ଟର-୧୯, ସମୟ: ପୂର୍ବାହ୍ନ ୧୧ଟା bbox=[458, 555, 671, 591]
event-item: • ପଞ୍ଚାୟତସ୍ତରୀୟ ଆମ ଓଡ଼ିଶା ନବୀନ ଓଡ଼ିଶା କାର୍ଯ୍ୟକ୍ରମ, ସ୍ଥାନ: କେସିଙ୍ଗା ବ୍ଲକ, ସମୟ: ପୂର୍ବାହ୍ନ ୧୦ଟା bbox=[233, 2129, 446, 2183]
district-heading: ସମ୍ବଲପୁର bbox=[232, 1635, 340, 1664]
anniversary-badge bbox=[40, 6, 170, 91]
district-heading: କନ୍ଧମାଳ bbox=[457, 1370, 549, 1399]
ram-icon: ♈ bbox=[1144, 268, 1204, 328]
district-section bbox=[233, 951, 446, 1114]
event-item: • ବାର୍ଷିକ ପୁରସ୍କାର ଓ ସାଂସ୍କୃତିକ ଉତ୍ସବ, ସ୍ଥାନ: ସୋନପୁର ଟାଉନ ହଲ, ସମୟ: ସନ୍ଧ୍ୟା ୬ଟା bbox=[233, 2038, 446, 2092]
event-item: • ଉଚ୍ଚ ବିଦ୍ୟାଳୟ ବାର୍ଷିକ ଉତ୍ସବ, ସ୍ଥାନ: ପାପଡ଼ାହାଣ୍ଡି, ସମୟ: ପୂର୍ବାହ୍ନ ୧୦ଟା bbox=[458, 2069, 671, 2105]
event-item: • ଶ୍ରୀମାଙ୍କ ଉଚ୍ଚଶିକ୍ଷା ପ୍ରତିଷ୍ଠାନର ୮ମ ବାର୍ଷିକ ଉତ୍ସବ, ସ୍ଥାନ: ଯୁବ ଭବନ, ସମୟ: ପୂର୍ବାହ୍ନ ୧୦ଟା bbox=[8, 448, 221, 502]
horoscope-title: ଆଜିର ରାଶିଫଳ bbox=[1140, 128, 1460, 172]
district-heading: ଗଞ୍ଜାମ bbox=[457, 1185, 532, 1214]
sign-prediction: କର୍ମକ୍ଷେତ୍ରରେ ଭଲ କାର୍ଯ୍ୟ କରିବାକୁ ଚେଷ୍ଟା କରନ୍ତୁ। ସାମାଜିକ କାର୍ଯ୍ୟରେ ଅଂଶଗ୍ରହଣ କରିବେ। ପରିବାରରେ ଶାନ୍ତି ରହିବ। bbox=[1220, 1145, 1445, 1192]
dateline-day: ଭୁବନେଶ୍ୱର, ବୁଧବାର, bbox=[200, 21, 372, 43]
sign-name: ମେଷ bbox=[1140, 238, 1212, 264]
event-item: • ଜିଲ୍ଲାସ୍ତରୀୟ ମୁଖ୍ୟମନ୍ତ୍ରୀ ଶିକ୍ଷା ପୁରସ୍କାର ପ୍ରଦାନ କାର୍ଯ୍ୟକ୍ରମ, ସ୍ଥାନ: ରିଆମାଲ, ସମୟ: ପୂର୍ବାହ୍ନ ୧୦ଟା bbox=[458, 813, 671, 867]
district-section bbox=[233, 1635, 446, 1778]
event-item: • ଭାଗବତ ପାରାୟଣ ପ୍ରବଚନ, ସ୍ଥାନ: ଅତାବିରା, ସମୟ: ପୂର୍ବାହ୍ନ ୧୦ଟା bbox=[458, 297, 671, 333]
registration-dot bbox=[732, 2314, 744, 2326]
event-item: • ଶ୍ରୀ ଶ୍ରୀ ଗୋସନ ମହାଯଜ୍ଞ, ସ୍ଥାନ: ଘଟଗାଁ, ସମୟ: ସକାଳ ୮ଟା bbox=[233, 817, 446, 853]
event-item: • ଇଫ୍କୋ ପକ୍ଷରୁ ଚାଷୀ ସଚେତନତା ଶିବିର, ସ୍ଥାନ: ପାରାଦୀପ, ସମୟ: ପୂର୍ବାହ୍ନ ୧୦ଟା bbox=[233, 334, 446, 370]
banner-fold-right bbox=[818, 120, 832, 164]
event-item: • ଜାତୀୟ ଯୋଗ ସାଧନା ଶିବିର, ସ୍ଥାନ: ବୌଦ୍ଧ, ସମୟ: ପ୍ରାତଃ ୫ଟା bbox=[458, 1051, 671, 1087]
sign-name: କର୍କଟ bbox=[1140, 691, 1212, 717]
bull-icon: ♉ bbox=[1144, 419, 1204, 479]
sign-prediction: କର୍ମକ୍ଷେତ୍ରରେ ମଧ୍ୟରେ ସ୍ୱାସ୍ଥ୍ୟ ସମସ୍ୟା ଓ ସନ୍ତୁଷ୍ଟିର ଅଭାବ ଦେଖାଦେବ। ଆବଶ୍ୟକ କାର୍ଯ୍ୟରେ ବାଧା ଆସିପାରେ। ନୂଆ ନିବେଶ କରିବା ପୂର୍ବରୁ ସତର୍କ ରୁହନ୍ତୁ। ପରିବାର ସହ ସମୟ ବିତାଇବେ। bbox=[1220, 692, 1454, 756]
event-item: • ଶ୍ରୀମାଙ୍କ ଜନ୍ମ ଉତ୍ସବ ପାଳନ, ସ୍ଥାନ: ଧର୍ମଶାଳା, ସମୟ: ସକାଳ ୭ଟା bbox=[233, 483, 446, 519]
district-heading: ରାଉରକେଲା bbox=[457, 466, 566, 495]
district-heading: ଜଗତସିଂହପୁର bbox=[232, 301, 357, 330]
registration-dot bbox=[260, 2314, 272, 2326]
event-item: • ବେସ୍ଟୁପେଡ଼ିଆ ମହାଯଜ୍ଞ, ସ୍ଥାନ: କାଳିଆ ବୋଦଲପୁର, ସମୟ: ସକାଳ ୯ଟା bbox=[8, 334, 221, 370]
event-item: • ମାଁ ସରସ୍ୱତୀଙ୍କ ଉତ୍ସବ, ସ୍ଥାନ: ରାମନଗର, ସମୟ: ଅପରାହ୍ନ ୪ଟା bbox=[233, 261, 446, 297]
event-item: • ବିପ୍ଲବୀ ଉଲ୍ଲାସପୁଲ ଦେବ ୧୨ତମ ଶ୍ରଦ୍ଧାଞ୍ଜଳି, ସ୍ଥାନ: ଜରଗଡ଼ି, ସମୟ: ସକାଳ ୮ଟା bbox=[8, 1566, 221, 1620]
event-item: • ଅବସର ଜାତୀୟ ସଂଘ ବାର୍ଷିକ ସମ୍ମିଳନୀ, ସ୍ଥାନ: ନାଲକୋ ନଗର, ସମୟ: ପୂର୍ବାହ୍ନ ୧୦ଟା bbox=[233, 1483, 446, 1537]
district-section bbox=[458, 1998, 671, 2105]
event-item: • ଜିଲ୍ଲାସ୍ତରୀୟ ଯୁବ ମହୋତ୍ସବ, ସ୍ଥାନ: କୁତ୍ରା, ସମୟ: ପୂର୍ବାହ୍ନ ୧୦ଟା bbox=[458, 740, 671, 776]
